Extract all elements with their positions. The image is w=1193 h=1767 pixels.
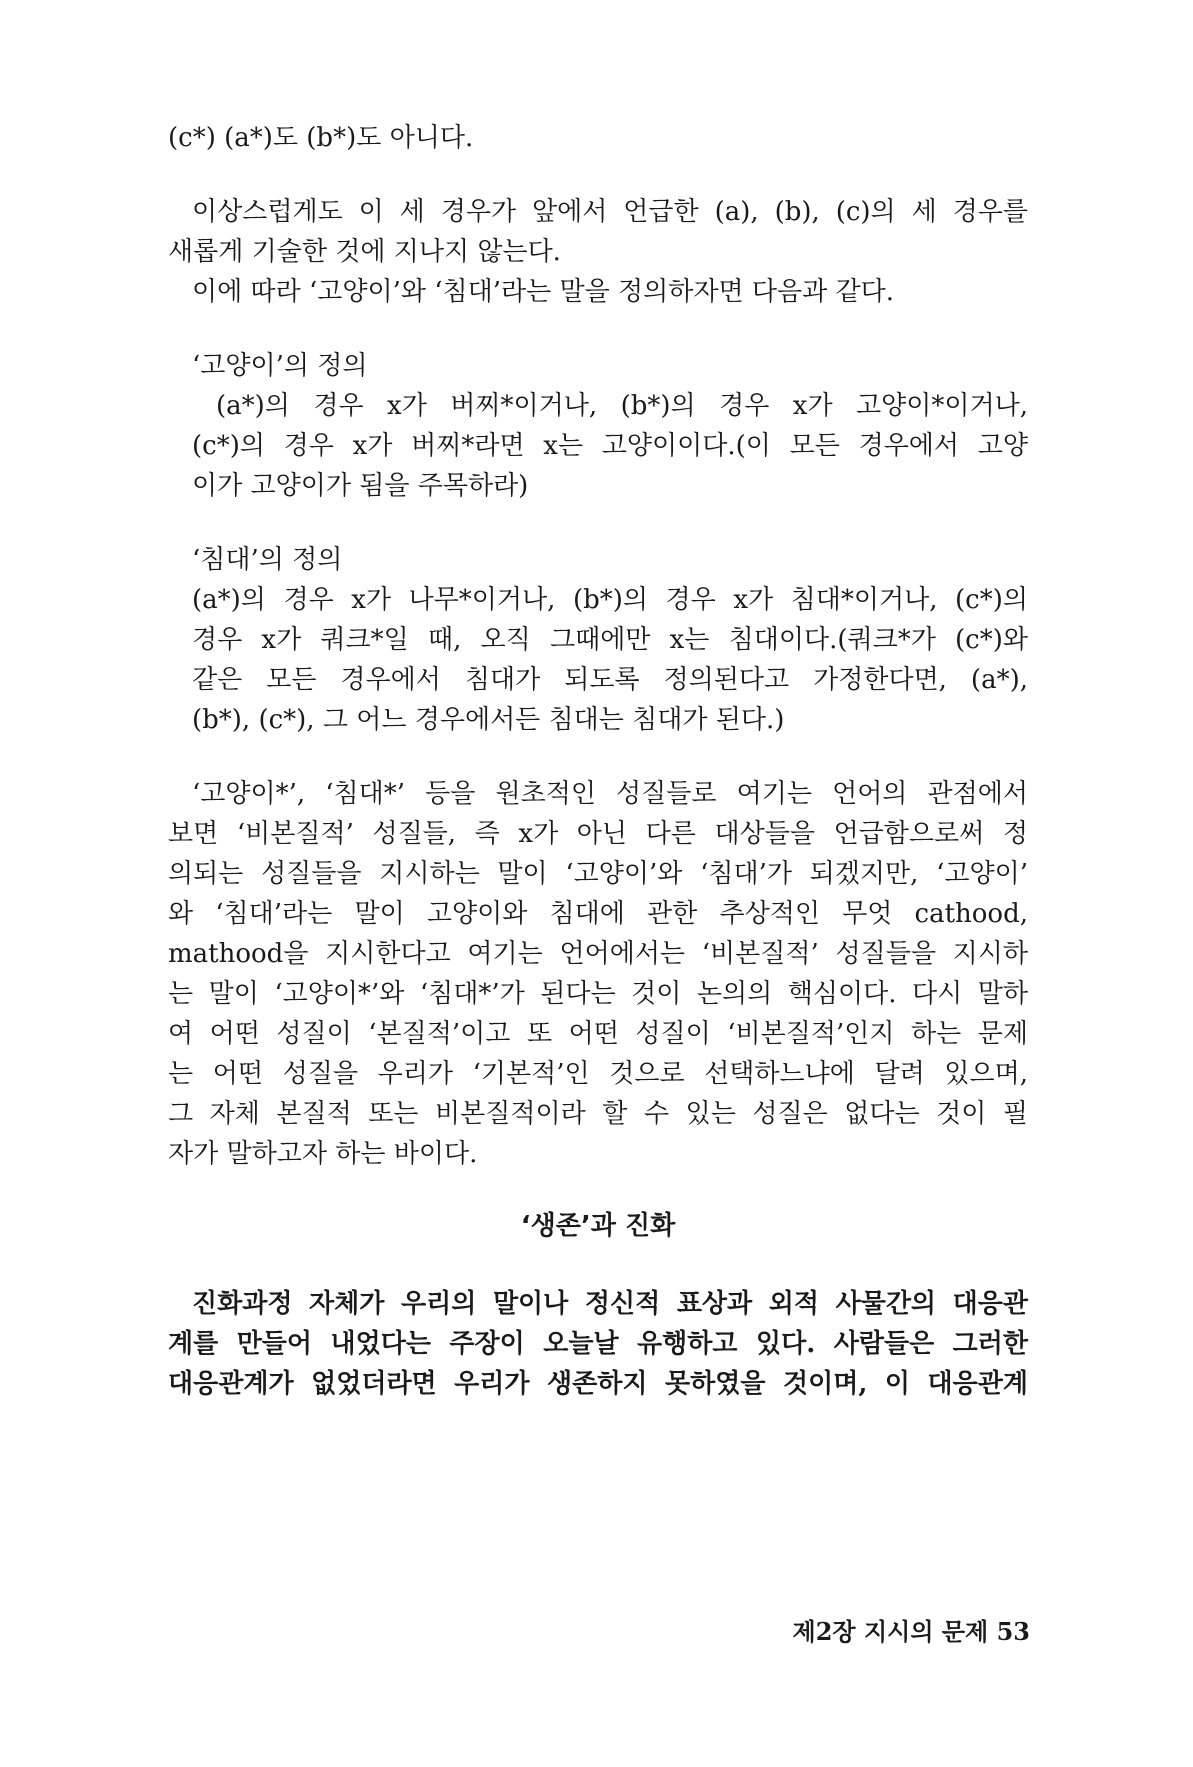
text-line: mathood을 지시한다고 여기는 언어에서는 ‘비본질적’ 성질들을 지시하 xyxy=(168,939,1028,969)
definition-heading: ‘고양이’의 정의 xyxy=(192,351,368,381)
text-line: 진화과정 자체가 우리의 말이나 정신적 표상과 외적 사물간의 대응관 xyxy=(192,1289,1028,1319)
text-line: 여 어떤 성질이 ‘본질적’이고 또 어떤 성질이 ‘비본질적’인지 하는 문제 xyxy=(168,1019,1028,1049)
text-line: 새롭게 기술한 것에 지나지 않는다. xyxy=(168,237,561,267)
section-heading: ‘생존’과 진화 xyxy=(520,1211,676,1241)
text-line: 계를 만들어 내었다는 주장이 오늘날 유행하고 있다. 사람들은 그러한 xyxy=(168,1329,1028,1359)
text-line: 이에 따라 ‘고양이’와 ‘침대’라는 말을 정의하자면 다음과 같다. xyxy=(192,277,894,307)
page-footer: 제2장 지시의 문제 53 xyxy=(792,1617,1030,1646)
text-line: 의되는 성질들을 지시하는 말이 ‘고양이’와 ‘침대’가 되겠지만, ‘고양이’ xyxy=(168,859,1028,889)
text-line: ‘고양이*’, ‘침대*’ 등을 원초적인 성질들로 여기는 언어의 관점에서 xyxy=(192,779,1028,809)
text-line: (a*)의 경우 x가 나무*이거나, (b*)의 경우 x가 침대*이거나, (c*)의 xyxy=(192,585,1028,615)
text-line: (a*)의 경우 x가 버찌*이거나, (b*)의 경우 x가 고양이*이거나, xyxy=(216,391,1028,421)
text-line: (b*), (c*), 그 어느 경우에서든 침대는 침대가 된다.) xyxy=(192,705,785,735)
text-line: 이가 고양이가 됨을 주목하라) xyxy=(192,471,529,501)
text-line: (c*) (a*)도 (b*)도 아니다. xyxy=(168,123,474,153)
text-line: 같은 모든 경우에서 침대가 되도록 정의된다고 가정한다면, (a*), xyxy=(192,665,1028,695)
text-line: 는 말이 ‘고양이*’와 ‘침대*’가 된다는 것이 논의의 핵심이다. 다시 말하 xyxy=(168,979,1028,1009)
text-line: 와 ‘침대’라는 말이 고양이와 침대에 관한 추상적인 무엇 cathood, xyxy=(168,899,1028,929)
text-line: 경우 x가 쿼크*일 때, 오직 그때에만 x는 침대이다.(쿼크*가 (c*)와 xyxy=(192,625,1028,655)
text-line: 자가 말하고자 하는 바이다. xyxy=(168,1139,478,1169)
text-line: 대응관계가 없었더라면 우리가 생존하지 못하였을 것이며, 이 대응관계 xyxy=(168,1369,1028,1399)
text-line: 는 어떤 성질을 우리가 ‘기본적’인 것으로 선택하느냐에 달려 있으며, xyxy=(168,1059,1028,1089)
text-line: 보면 ‘비본질적’ 성질들, 즉 x가 아닌 다른 대상들을 언급함으로써 정 xyxy=(168,819,1028,849)
text-line: (c*)의 경우 x가 버찌*라면 x는 고양이이다.(이 모든 경우에서 고양 xyxy=(192,431,1028,461)
definition-heading: ‘침대’의 정의 xyxy=(192,545,343,575)
text-line: 이상스럽게도 이 세 경우가 앞에서 언급한 (a), (b), (c)의 세 경우를 xyxy=(192,197,1028,227)
text-line: 그 자체 본질적 또는 비본질적이라 할 수 있는 성질은 없다는 것이 필 xyxy=(168,1099,1028,1129)
